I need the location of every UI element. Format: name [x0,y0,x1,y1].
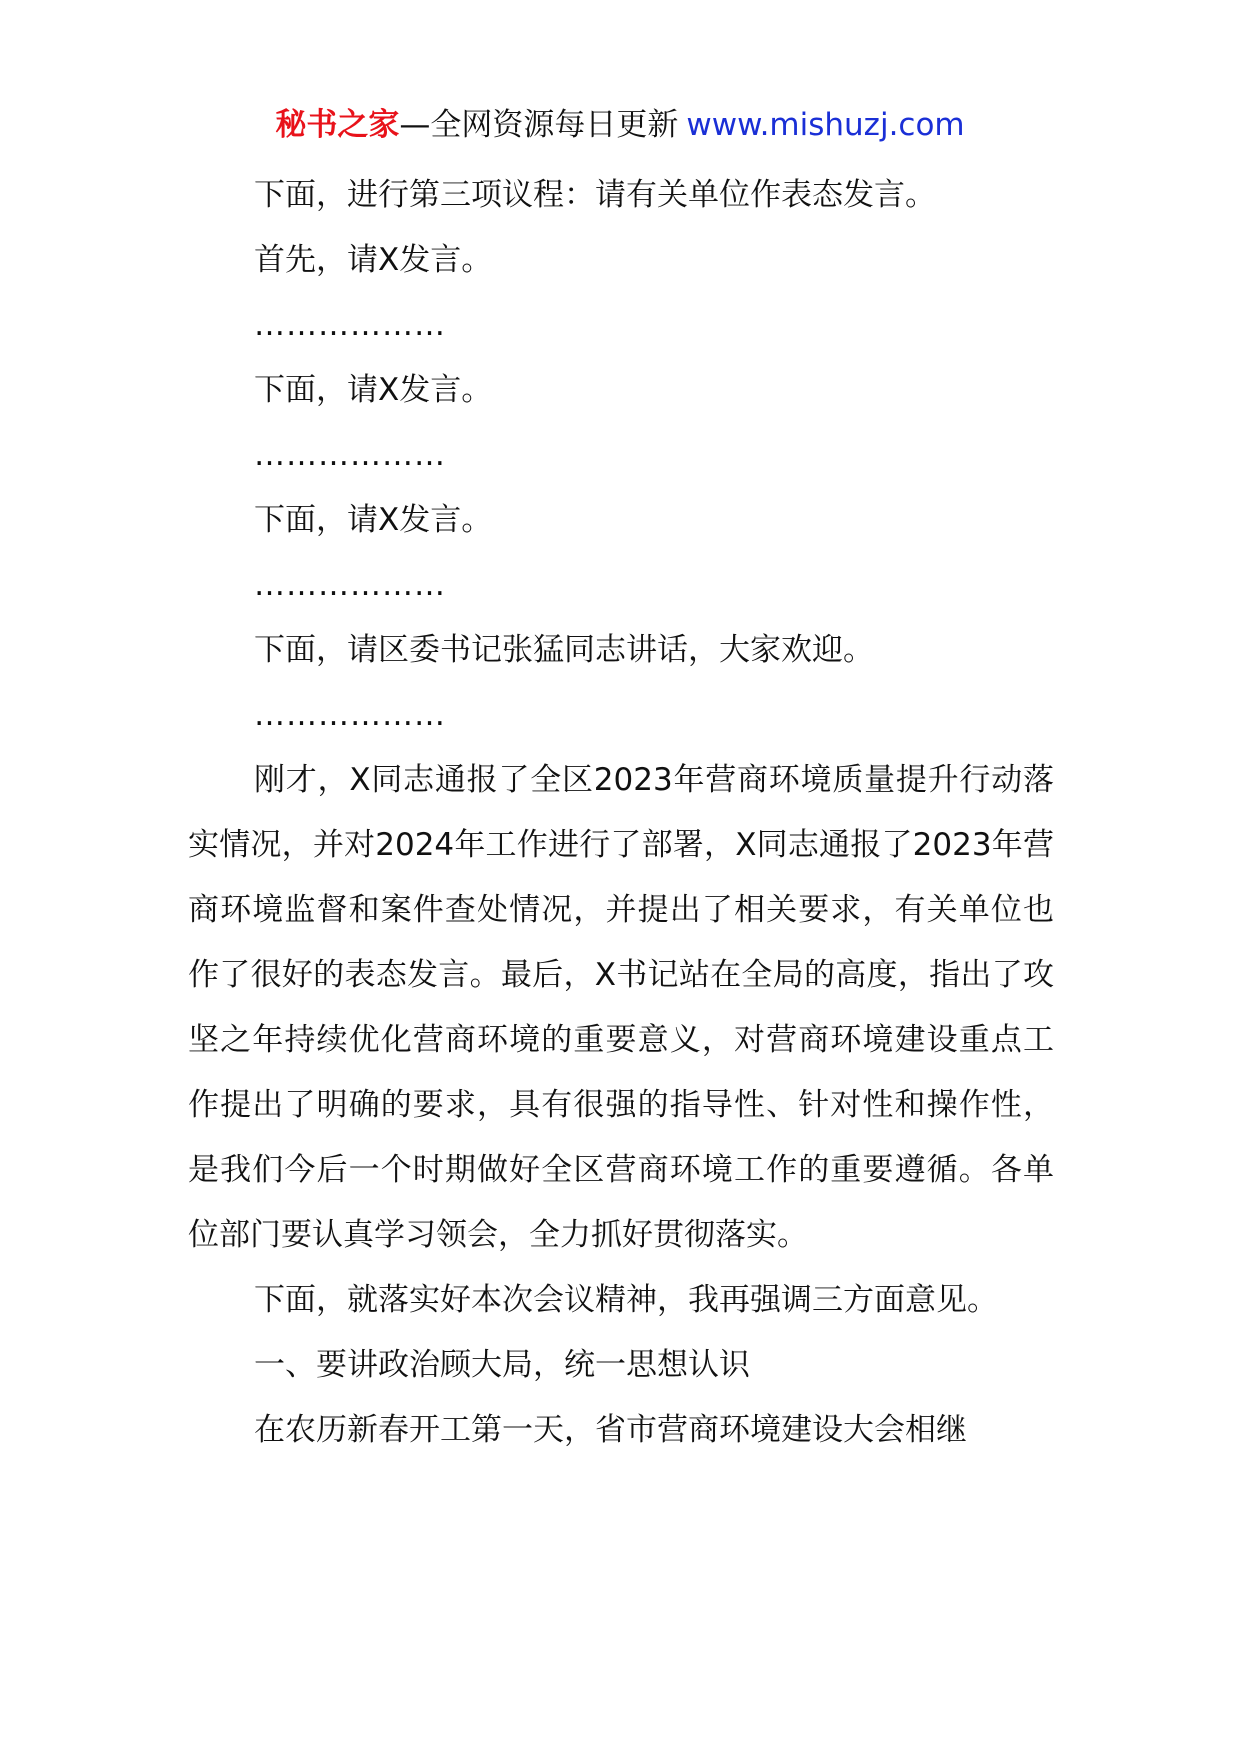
paragraph-secretary-speech: 下面，请区委书记张猛同志讲话，大家欢迎。 [254,632,874,668]
ellipsis-line: ……………… [254,697,446,733]
document-body [188,163,1054,1463]
page-header [0,103,1240,147]
ellipsis-line: ……………… [254,307,446,343]
brand-name: 秘书之家 [275,107,400,143]
site-url-link[interactable]: www.mishuzj.com [686,107,965,143]
paragraph-summary: 刚才，X同志通报了全区2023年营商环境质量提升行动落实情况，并对2024年工作进行了部署，X同志通报了2023年营商环境监督和案件查处情况，并提出了相关要求，有关单位也作了很好的表态发言。最后，X书记站在全局的高度，指出了攻坚之年持续优化营商环境的重要意义，对营商环境建设重点工作提出了明确的要求，具有很强的指导性、针对性和操作性，是我们今后一个时期做好全区营商环境工作的重要遵循。各单位部门要认真学习领会，全力抓好贯彻落实。 [188,762,1054,1253]
header-slogan: —全网资源每日更新 [399,107,679,143]
paragraph-next-speaker: 下面，请X发言。 [254,502,493,538]
ellipsis-line: ……………… [254,567,446,603]
ellipsis-line: ……………… [254,437,446,473]
paragraph-agenda: 下面，进行第三项议程：请有关单位作表态发言。 [254,177,936,213]
paragraph-three-points: 下面，就落实好本次会议精神，我再强调三方面意见。 [254,1282,998,1318]
paragraph-next-speaker: 下面，请X发言。 [254,372,493,408]
section-heading-1: 一、要讲政治顾大局，统一思想认识 [254,1347,750,1383]
paragraph-section-1-start: 在农历新春开工第一天，省市营商环境建设大会相继 [254,1412,967,1448]
paragraph-first-speaker: 首先，请X发言。 [254,242,493,278]
